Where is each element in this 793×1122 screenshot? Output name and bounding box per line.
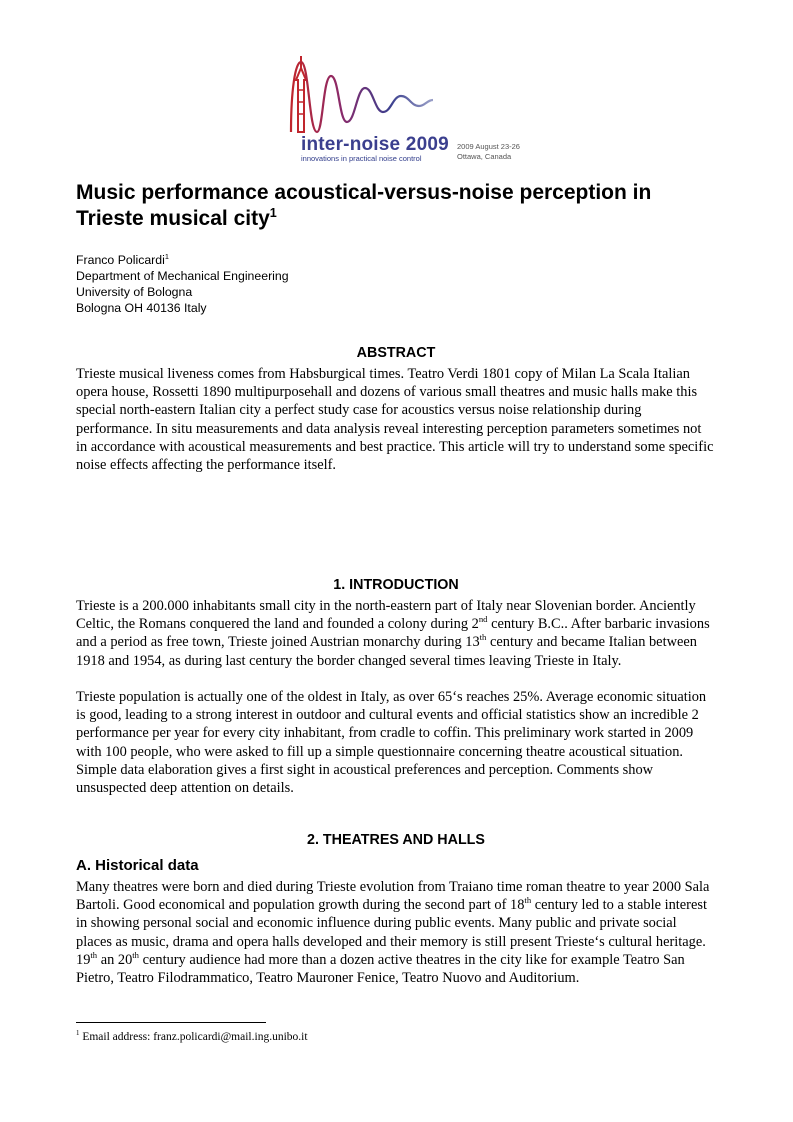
historical-data-subheading: A. Historical data [76,857,199,874]
s2-p-sup3: th [132,950,139,961]
footnote-divider [76,1022,266,1023]
footnote-marker: 1 [76,1030,80,1038]
title-footnote-marker: 1 [269,206,277,220]
author-university: University of Bologna [76,285,193,299]
author-block [76,252,289,316]
paper-title [76,180,716,232]
conference-location: Ottawa, Canada [457,152,512,161]
introduction-paragraph-2: Trieste population is actually one of the oldest in Italy, as over 65‘s reaches 25%. Average economic situation is good, leading to a strong interest in outdoor and cultural events and official statistics show an incredible 2 performance per year for every city inhabitant, from cradle to coffin. This preliminary work started in 2009 with 100 people, who were asked to fill up a simple questionnaire concerning theatre acoustical situation. Simple data elaboration gives a first sight in acoustical preferences and perception. Comments show unsuspected deep attention on details. [76,689,707,797]
author-marker: 1 [164,251,169,261]
s2-p-b: century led to a stable interest in showing personal social and economic influence during public events. Many public and private social places as music, drama and opera halls developed and their memory is still present Trieste‘s cultural heritage. 19 [76,897,707,968]
author-department: Department of Mechanical Engineering [76,269,289,283]
s2-p-a: Many theatres were born and died during Trieste evolution from Traiano time roman theatre to year 2000 Sala Bartoli. Good economical and population growth during the second part of 18 [76,879,710,914]
s2-p-d: century audience had more than a dozen active theatres in the city like for example Teatro San Pietro, Teatro Filodrammatico, Teatro Mauroner Fenice, Teatro Nuovo and Auditorium. [76,951,685,987]
footnote-text: Email address: franz.policardi@mail.ing.unibo.it [79,1031,308,1043]
section2-paragraph [76,878,716,987]
author-address: Bologna OH 40136 Italy [76,301,207,315]
abstract-heading: ABSTRACT [356,345,436,361]
s2-p-sup2: th [90,950,98,961]
conference-date-location [457,142,520,162]
logo-title: inter-noise 2009 [301,134,449,155]
section2-heading: 2. THEATRES AND HALLS [307,832,485,848]
conference-date: 2009 August 23-26 [457,142,520,151]
introduction-heading: 1. INTRODUCTION [333,577,459,593]
author-name-text: Franco Policardi [76,253,165,267]
tower-wave-icon [287,52,537,134]
author-name [76,252,289,268]
abstract-text: Trieste musical liveness comes from Habsburgical times. Teatro Verdi 1801 copy of Milan La Scala Italian opera house, Rossetti 1890 multipurposehall and dozens of various small theatres and music halls make this special north-eastern Italian city a perfect study case for acoustics versus noise relationship during performance. In situ measurements and data analysis reveal interesting perception parameters sometimes not in accordance with acoustical measurements and best practice. This article will try to understand some specific noise effects affecting the performance itself. [76,366,714,474]
intro-p1-c: century and became Italian between 1918 and 1954, as during last century the border changed several times leaving Trieste in Italy. [76,634,697,669]
intro-p1-sup2: th [479,632,487,643]
s2-p-sup1: th [524,895,532,906]
conference-logo [287,52,537,164]
logo-tagline: innovations in practical noise control [301,154,422,163]
s2-p-c: an 20 [97,951,133,968]
intro-p1-b: century B.C.. After barbaric invasions and a period as free town, Trieste joined Austrian monarchy during 13 [76,616,710,651]
title-text: Music performance acoustical-versus-noise perception in Trieste musical city [76,181,652,230]
introduction-paragraph-1 [76,597,716,670]
intro-p1-sup1: nd [478,614,488,625]
intro-p1-a: Trieste is a 200.000 inhabitants small city in the north-eastern part of Italy near Slovenian border. Anciently Celtic, the Romans conquered the land and founded a colony during 2 [76,598,696,633]
footnote [76,1031,308,1043]
